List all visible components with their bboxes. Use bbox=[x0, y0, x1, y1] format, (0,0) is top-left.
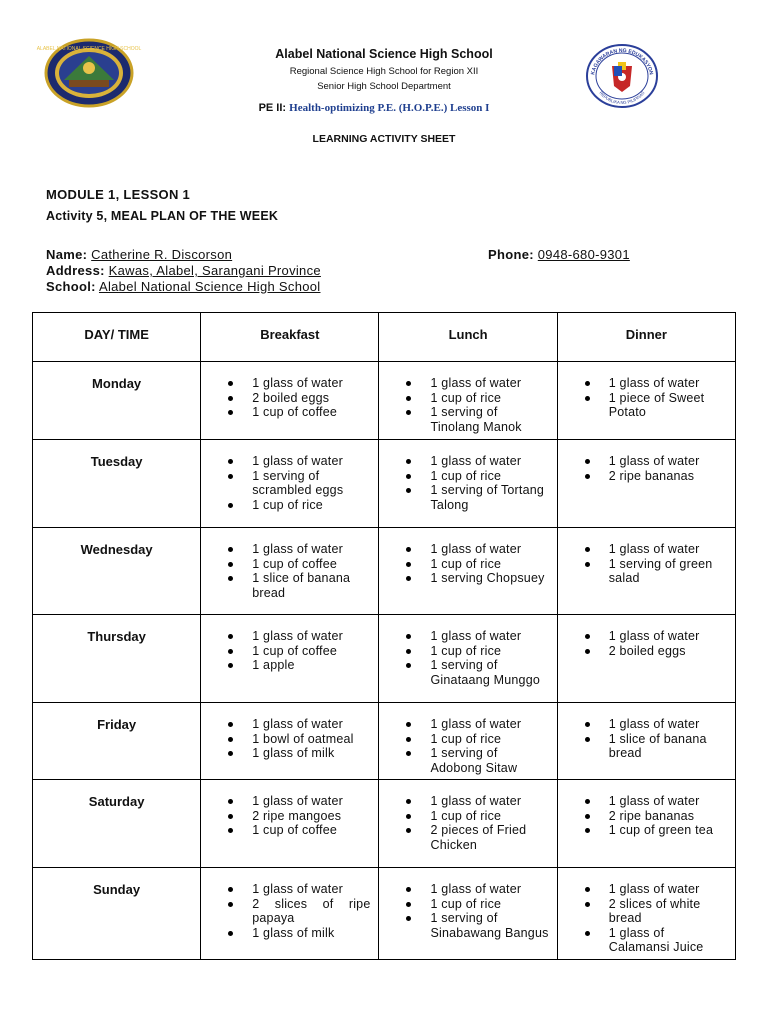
food-item bbox=[201, 926, 370, 941]
phone-field bbox=[488, 247, 630, 262]
food-item-text: 1 glass of water bbox=[430, 629, 522, 643]
bullet-icon bbox=[228, 576, 233, 581]
food-item-text: 1 apple bbox=[252, 658, 295, 672]
food-item bbox=[201, 644, 370, 659]
food-item bbox=[201, 391, 370, 406]
sheet-title: LEARNING ACTIVITY SHEET bbox=[312, 133, 456, 145]
bullet-icon bbox=[406, 381, 411, 386]
food-item-text: 1 serving of scrambled eggs bbox=[252, 468, 344, 497]
food-item bbox=[558, 454, 727, 469]
bullet-icon bbox=[585, 474, 590, 479]
document-header bbox=[0, 0, 768, 150]
food-item bbox=[201, 405, 370, 420]
meal-plan-table bbox=[32, 312, 736, 960]
svg-text:REPUBLIKA NG PILIPINAS: REPUBLIKA NG PILIPINAS bbox=[598, 90, 646, 106]
bullet-icon bbox=[228, 634, 233, 639]
address-label: Address: bbox=[46, 263, 105, 278]
breakfast-list bbox=[201, 542, 370, 600]
food-item bbox=[558, 897, 727, 926]
food-item-text: 1 cup of coffee bbox=[252, 405, 338, 419]
bullet-icon bbox=[228, 828, 233, 833]
table-row bbox=[33, 362, 736, 440]
food-item bbox=[201, 897, 370, 926]
day-cell: Saturday bbox=[33, 780, 201, 868]
food-item-text: 1 slice of banana bread bbox=[608, 731, 707, 760]
food-item-text: 1 serving of Adobong Sitaw bbox=[430, 746, 518, 775]
bullet-icon bbox=[228, 459, 233, 464]
name-label: Name: bbox=[46, 247, 88, 262]
dinner-cell bbox=[557, 615, 735, 703]
food-item-text: 1 serving of Tinolang Manok bbox=[430, 405, 522, 434]
food-item-text: 1 glass of water bbox=[608, 629, 700, 643]
lunch-list bbox=[379, 542, 548, 586]
food-item bbox=[201, 882, 370, 897]
breakfast-list bbox=[201, 717, 370, 761]
food-item-text: 1 serving of Ginataang Munggo bbox=[430, 658, 541, 687]
bullet-icon bbox=[585, 814, 590, 819]
day-cell: Monday bbox=[33, 362, 201, 440]
food-item bbox=[201, 823, 370, 838]
food-item bbox=[201, 557, 370, 572]
dinner-list bbox=[558, 717, 727, 761]
table-row bbox=[33, 868, 736, 960]
bullet-icon bbox=[406, 547, 411, 552]
lunch-list bbox=[379, 717, 548, 775]
bullet-icon bbox=[228, 547, 233, 552]
food-item-text: 1 cup of green tea bbox=[608, 823, 714, 837]
bullet-icon bbox=[585, 459, 590, 464]
bullet-icon bbox=[585, 381, 590, 386]
breakfast-list bbox=[201, 882, 370, 940]
food-item bbox=[558, 629, 727, 644]
food-item-text: 1 glass of Calamansi Juice bbox=[608, 925, 704, 954]
food-item bbox=[201, 498, 370, 513]
food-item-text: 1 glass of water bbox=[252, 629, 343, 643]
breakfast-list bbox=[201, 629, 370, 673]
bullet-icon bbox=[228, 737, 233, 742]
day-cell: Friday bbox=[33, 703, 201, 780]
breakfast-cell bbox=[201, 780, 379, 868]
table-row bbox=[33, 528, 736, 615]
name-value: Catherine R. Discorson bbox=[91, 247, 233, 262]
food-item-text: 1 glass of milk bbox=[252, 925, 335, 940]
food-item bbox=[201, 454, 370, 469]
region-subheading: Regional Science High School for Region XII bbox=[289, 66, 479, 77]
food-item bbox=[201, 376, 370, 391]
school-label: School: bbox=[46, 279, 96, 294]
lunch-list bbox=[379, 882, 548, 940]
food-item-text: 1 glass of water bbox=[608, 454, 700, 468]
food-item-text: 1 glass of water bbox=[252, 794, 343, 808]
food-item bbox=[379, 717, 548, 732]
food-item-text: 2 slices of ripe papaya bbox=[252, 896, 371, 925]
food-item-text: 1 glass of water bbox=[252, 717, 343, 731]
food-item bbox=[379, 882, 548, 897]
food-item bbox=[379, 454, 548, 469]
bullet-icon bbox=[228, 799, 233, 804]
activity-heading: Activity 5, MEAL PLAN OF THE WEEK bbox=[46, 209, 279, 223]
bullet-icon bbox=[585, 887, 590, 892]
address-value: Kawas, Alabel, Sarangani Province bbox=[108, 263, 321, 278]
food-item-text: 1 glass of water bbox=[430, 882, 522, 896]
bullet-icon bbox=[585, 547, 590, 552]
day-cell: Thursday bbox=[33, 615, 201, 703]
svg-text:ALABEL NATIONAL SCIENCE HIGH S: ALABEL NATIONAL SCIENCE HIGH SCHOOL bbox=[36, 46, 142, 52]
food-item-text: 1 glass of water bbox=[608, 717, 700, 731]
header-dinner: Dinner bbox=[557, 313, 735, 362]
dinner-cell bbox=[557, 703, 735, 780]
breakfast-cell bbox=[201, 868, 379, 960]
bullet-icon bbox=[585, 562, 590, 567]
day-cell: Tuesday bbox=[33, 440, 201, 528]
bullet-icon bbox=[228, 410, 233, 415]
breakfast-list bbox=[201, 454, 370, 512]
food-item bbox=[558, 882, 727, 897]
address-field bbox=[46, 263, 321, 278]
food-item-text: 1 glass of water bbox=[430, 794, 522, 808]
table-row bbox=[33, 615, 736, 703]
bullet-icon bbox=[406, 488, 411, 493]
breakfast-cell bbox=[201, 440, 379, 528]
food-item-text: 1 glass of water bbox=[252, 542, 343, 556]
food-item bbox=[201, 732, 370, 747]
food-item bbox=[558, 732, 727, 761]
bullet-icon bbox=[585, 902, 590, 907]
food-item-text: 1 serving Chopsuey bbox=[430, 571, 545, 585]
day-cell: Sunday bbox=[33, 868, 201, 960]
food-item-text: 1 glass of water bbox=[430, 542, 522, 556]
phone-value: 0948-680-9301 bbox=[537, 247, 630, 262]
lunch-cell bbox=[379, 362, 557, 440]
food-item bbox=[379, 644, 548, 659]
food-item bbox=[379, 542, 548, 557]
food-item-text: 1 glass of water bbox=[430, 376, 522, 390]
bullet-icon bbox=[585, 722, 590, 727]
bullet-icon bbox=[585, 396, 590, 401]
day-cell: Wednesday bbox=[33, 528, 201, 615]
food-item-text: 1 piece of Sweet Potato bbox=[608, 390, 705, 419]
food-item bbox=[558, 717, 727, 732]
header-day-time: DAY/ TIME bbox=[33, 313, 201, 362]
food-item-text: 1 cup of rice bbox=[430, 896, 502, 911]
food-item-text: 1 cup of coffee bbox=[252, 823, 338, 837]
bullet-icon bbox=[406, 887, 411, 892]
bullet-icon bbox=[585, 634, 590, 639]
breakfast-list bbox=[201, 376, 370, 420]
bullet-icon bbox=[585, 799, 590, 804]
food-item-text: 1 glass of water bbox=[252, 882, 343, 896]
food-item-text: 2 boiled eggs bbox=[608, 643, 686, 658]
food-item-text: 1 cup of coffee bbox=[252, 556, 338, 571]
lunch-list bbox=[379, 376, 548, 434]
food-item bbox=[201, 571, 370, 600]
breakfast-cell bbox=[201, 703, 379, 780]
food-item-text: 1 glass of water bbox=[608, 882, 700, 896]
subject-prefix: PE II: bbox=[258, 102, 287, 114]
bullet-icon bbox=[406, 562, 411, 567]
bullet-icon bbox=[228, 887, 233, 892]
food-item bbox=[201, 746, 370, 761]
dinner-list bbox=[558, 454, 727, 483]
kagawaran-ng-edukasyon-seal bbox=[574, 44, 670, 108]
food-item bbox=[379, 391, 548, 406]
food-item bbox=[558, 794, 727, 809]
food-item bbox=[379, 823, 548, 852]
food-item bbox=[379, 571, 548, 586]
bullet-icon bbox=[406, 828, 411, 833]
food-item-text: 1 bowl of oatmeal bbox=[252, 731, 354, 746]
food-item bbox=[201, 469, 370, 498]
school-name-heading: Alabel National Science High School bbox=[275, 47, 493, 61]
lunch-cell bbox=[379, 440, 557, 528]
food-item bbox=[558, 469, 727, 484]
food-item bbox=[558, 644, 727, 659]
food-item bbox=[379, 897, 548, 912]
name-field bbox=[46, 247, 232, 262]
breakfast-cell bbox=[201, 615, 379, 703]
bullet-icon bbox=[406, 814, 411, 819]
food-item-text: 1 cup of rice bbox=[430, 390, 502, 405]
lunch-cell bbox=[379, 703, 557, 780]
food-item-text: 1 glass of water bbox=[608, 542, 700, 556]
food-item-text: 1 glass of water bbox=[608, 794, 700, 808]
lunch-cell bbox=[379, 868, 557, 960]
bullet-icon bbox=[406, 576, 411, 581]
food-item bbox=[558, 376, 727, 391]
bullet-icon bbox=[406, 737, 411, 742]
food-item-text: 1 cup of rice bbox=[252, 497, 323, 512]
food-item bbox=[558, 823, 727, 838]
food-item-text: 2 ripe bananas bbox=[608, 808, 695, 823]
food-item bbox=[379, 746, 548, 775]
lunch-list bbox=[379, 794, 548, 852]
bullet-icon bbox=[406, 649, 411, 654]
subject-title: Health-optimizing P.E. (H.O.P.E.) Lesson I bbox=[289, 102, 490, 114]
food-item bbox=[379, 794, 548, 809]
food-item-text: 1 glass of water bbox=[252, 454, 343, 468]
bullet-icon bbox=[228, 503, 233, 508]
food-item bbox=[379, 557, 548, 572]
phone-label: Phone: bbox=[488, 247, 534, 262]
svg-text:KAGAWARAN NG EDUKASYON: KAGAWARAN NG EDUKASYON bbox=[590, 47, 654, 76]
food-item bbox=[379, 658, 548, 687]
breakfast-cell bbox=[201, 528, 379, 615]
bullet-icon bbox=[228, 751, 233, 756]
bullet-icon bbox=[406, 459, 411, 464]
lunch-cell bbox=[379, 615, 557, 703]
food-item-text: 2 slices of white bread bbox=[608, 896, 701, 925]
food-item bbox=[558, 391, 727, 420]
bullet-icon bbox=[228, 381, 233, 386]
dinner-list bbox=[558, 542, 727, 586]
food-item bbox=[201, 658, 370, 673]
dinner-list bbox=[558, 376, 727, 420]
bullet-icon bbox=[228, 396, 233, 401]
food-item bbox=[201, 717, 370, 732]
food-item-text: 1 serving of Tortang Talong bbox=[430, 483, 545, 512]
food-item-text: 1 glass of water bbox=[430, 717, 522, 731]
bullet-icon bbox=[406, 902, 411, 907]
food-item bbox=[201, 809, 370, 824]
dinner-cell bbox=[557, 868, 735, 960]
table-row bbox=[33, 703, 736, 780]
food-item-text: 1 cup of rice bbox=[430, 556, 502, 571]
food-item bbox=[201, 629, 370, 644]
food-item bbox=[201, 542, 370, 557]
table-header-row bbox=[33, 313, 736, 362]
food-item bbox=[558, 542, 727, 557]
food-item-text: 1 cup of rice bbox=[430, 468, 502, 483]
module-heading: MODULE 1, LESSON 1 bbox=[46, 187, 191, 202]
bullet-icon bbox=[585, 828, 590, 833]
bullet-icon bbox=[406, 751, 411, 756]
lunch-cell bbox=[379, 780, 557, 868]
dinner-list bbox=[558, 794, 727, 838]
lunch-cell bbox=[379, 528, 557, 615]
breakfast-list bbox=[201, 794, 370, 838]
food-item-text: 2 ripe mangoes bbox=[252, 808, 342, 823]
lunch-list bbox=[379, 454, 548, 512]
bullet-icon bbox=[228, 722, 233, 727]
bullet-icon bbox=[228, 931, 233, 936]
food-item bbox=[379, 469, 548, 484]
bullet-icon bbox=[406, 722, 411, 727]
table-row bbox=[33, 780, 736, 868]
dinner-cell bbox=[557, 440, 735, 528]
bullet-icon bbox=[585, 931, 590, 936]
lunch-list bbox=[379, 629, 548, 687]
food-item bbox=[201, 794, 370, 809]
food-item-text: 1 glass of water bbox=[252, 376, 343, 390]
food-item bbox=[379, 376, 548, 391]
food-item-text: 1 cup of rice bbox=[430, 808, 502, 823]
bullet-icon bbox=[406, 663, 411, 668]
food-item-text: 1 slice of banana bread bbox=[252, 571, 351, 600]
bullet-icon bbox=[406, 410, 411, 415]
dinner-list bbox=[558, 882, 727, 955]
food-item bbox=[379, 911, 548, 940]
bullet-icon bbox=[228, 649, 233, 654]
food-item bbox=[379, 732, 548, 747]
food-item-text: 1 glass of milk bbox=[252, 746, 335, 760]
school-field bbox=[46, 279, 320, 294]
bullet-icon bbox=[228, 902, 233, 907]
food-item bbox=[558, 809, 727, 824]
food-item-text: 2 ripe bananas bbox=[608, 468, 695, 483]
food-item bbox=[379, 405, 548, 434]
table-row bbox=[33, 440, 736, 528]
food-item-text: 1 cup of coffee bbox=[252, 643, 338, 658]
food-item-text: 2 pieces of Fried Chicken bbox=[430, 823, 527, 852]
bullet-icon bbox=[406, 799, 411, 804]
header-lunch: Lunch bbox=[379, 313, 557, 362]
food-item bbox=[379, 809, 548, 824]
food-item-text: 1 glass of water bbox=[430, 454, 522, 468]
food-item bbox=[379, 629, 548, 644]
dinner-cell bbox=[557, 528, 735, 615]
bullet-icon bbox=[406, 396, 411, 401]
dinner-list bbox=[558, 629, 727, 658]
bullet-icon bbox=[228, 474, 233, 479]
bullet-icon bbox=[406, 474, 411, 479]
bullet-icon bbox=[585, 649, 590, 654]
bullet-icon bbox=[406, 916, 411, 921]
header-breakfast: Breakfast bbox=[201, 313, 379, 362]
food-item bbox=[558, 557, 727, 586]
department-subheading: Senior High School Department bbox=[317, 81, 451, 92]
bullet-icon bbox=[228, 814, 233, 819]
food-item-text: 1 serving of green salad bbox=[608, 556, 713, 585]
bullet-icon bbox=[585, 737, 590, 742]
bullet-icon bbox=[228, 663, 233, 668]
bullet-icon bbox=[406, 634, 411, 639]
food-item-text: 1 cup of rice bbox=[430, 643, 502, 658]
breakfast-cell bbox=[201, 362, 379, 440]
food-item-text: 1 cup of rice bbox=[430, 731, 502, 746]
food-item-text: 2 boiled eggs bbox=[252, 390, 330, 405]
dinner-cell bbox=[557, 780, 735, 868]
bullet-icon bbox=[228, 562, 233, 567]
food-item-text: 1 glass of water bbox=[608, 376, 700, 390]
food-item bbox=[558, 926, 727, 955]
food-item bbox=[379, 483, 548, 512]
food-item-text: 1 serving of Sinabawang Bangus bbox=[430, 911, 549, 940]
school-value: Alabel National Science High School bbox=[98, 279, 321, 294]
dinner-cell bbox=[557, 362, 735, 440]
